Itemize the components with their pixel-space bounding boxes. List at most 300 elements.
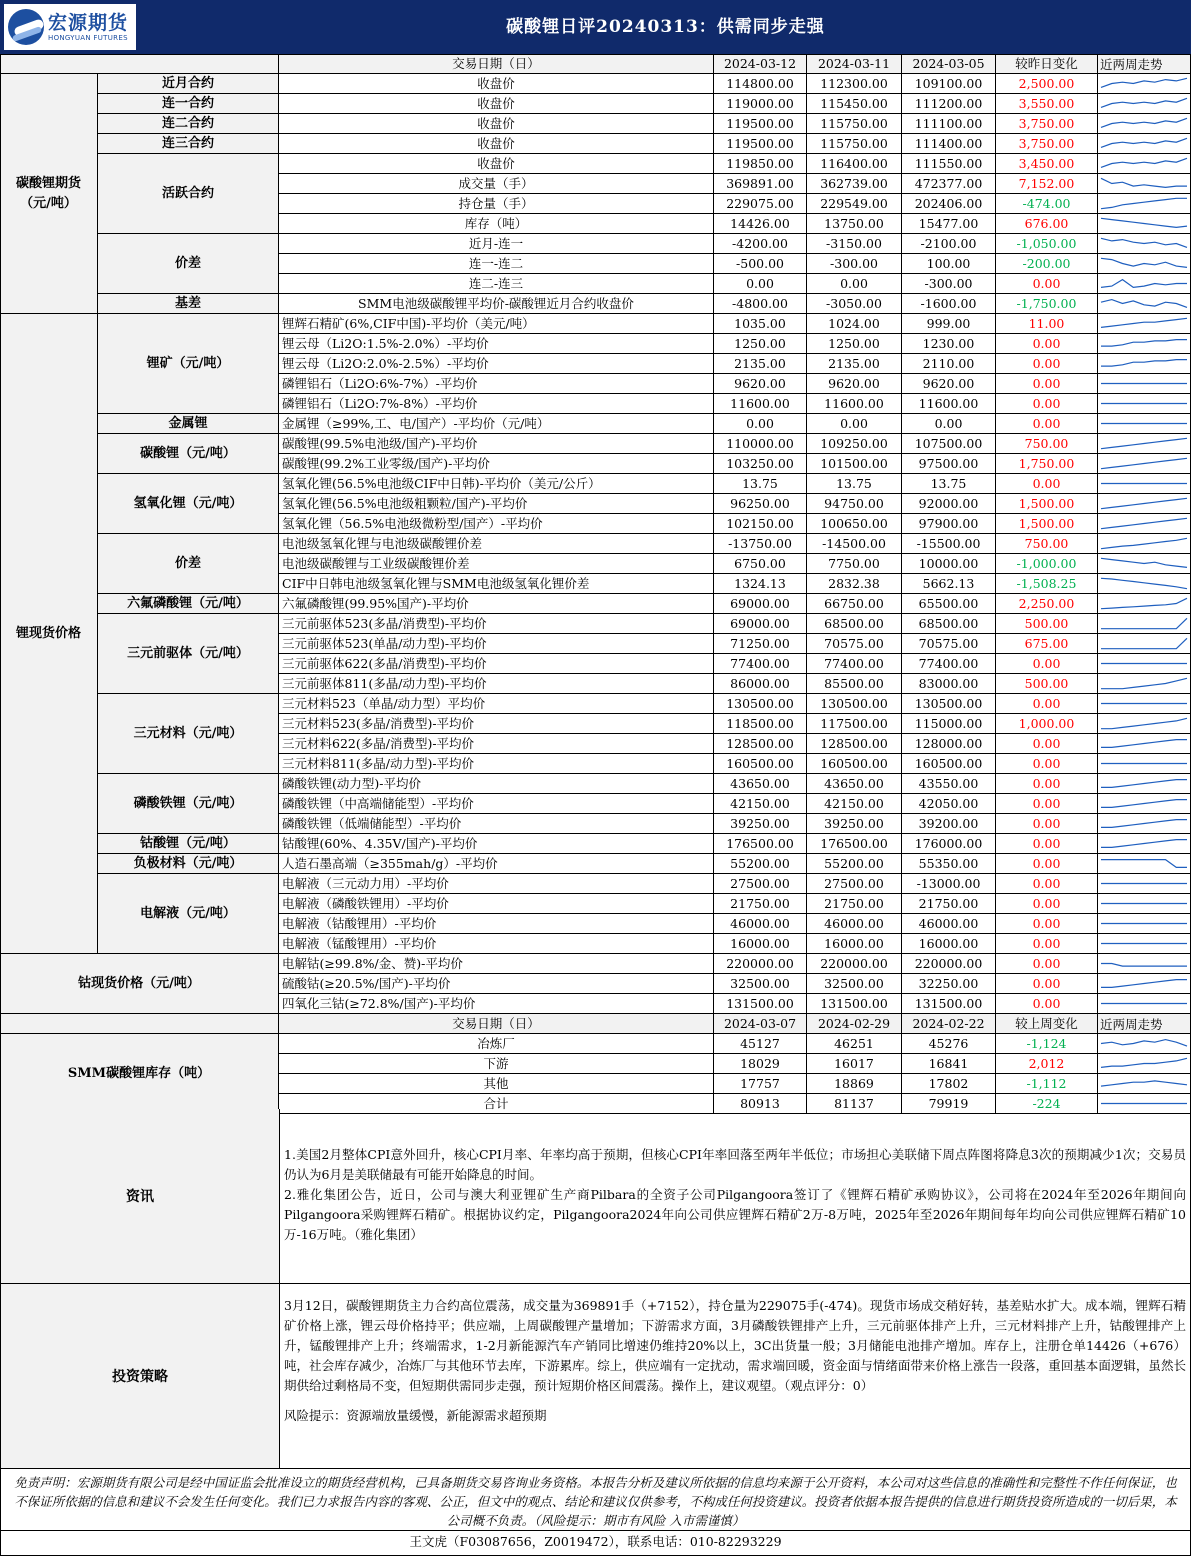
- row-item: 冶炼厂: [279, 1034, 714, 1054]
- header-date-3: 2024-02-22: [902, 1014, 996, 1034]
- value-3: 21750.00: [902, 894, 996, 914]
- row-item: 氢氧化锂（56.5%电池级微粉型/国产）-平均价: [279, 514, 714, 534]
- trend-sparkline: [1098, 294, 1191, 314]
- header-date-3: 2024-03-05: [902, 54, 996, 74]
- value-3: 109100.00: [902, 74, 996, 94]
- sparkline-path: [1101, 800, 1187, 808]
- row-item: 锂云母（Li2O:2.0%-2.5%）-平均价: [279, 354, 714, 374]
- change-value: 500.00: [996, 614, 1098, 634]
- change-value: -1,112: [996, 1074, 1098, 1094]
- sparkline-path: [1101, 340, 1187, 347]
- change-value: 3,450.00: [996, 154, 1098, 174]
- value-2: 77400.00: [807, 654, 902, 674]
- change-value: 0.00: [996, 394, 1098, 414]
- change-value: 0.00: [996, 414, 1098, 434]
- value-3: 111200.00: [902, 94, 996, 114]
- value-1: 114800.00: [714, 74, 807, 94]
- change-value: 0.00: [996, 974, 1098, 994]
- row-item: SMM电池级碳酸锂平均价-碳酸锂近月合约收盘价: [279, 294, 714, 314]
- value-2: 32500.00: [807, 974, 902, 994]
- company-logo: [4, 4, 136, 50]
- trend-sparkline: [1098, 334, 1191, 354]
- trend-sparkline: [1098, 634, 1191, 654]
- trend-sparkline: [1098, 114, 1191, 134]
- change-value: 0.00: [996, 654, 1098, 674]
- subgroup-label: [98, 474, 279, 534]
- subgroup-label-text: 活跃合约: [161, 185, 214, 201]
- value-1: 131500.00: [714, 994, 807, 1014]
- value-3: 39200.00: [902, 814, 996, 834]
- sparkline-path: [1101, 300, 1187, 308]
- value-3: 65500.00: [902, 594, 996, 614]
- change-value: 1,500.00: [996, 514, 1098, 534]
- category-futures-text: 碳酸锂期货 （元/吨）: [15, 175, 81, 211]
- subgroup-label: [98, 154, 279, 234]
- trend-sparkline: [1098, 854, 1191, 874]
- value-3: -300.00: [902, 274, 996, 294]
- trend-sparkline: [1098, 654, 1191, 674]
- row-item: 三元材料811(多晶/动力型)-平均价: [279, 754, 714, 774]
- trend-sparkline: [1098, 414, 1191, 434]
- row-item: 钴酸锂(60%、4.35V/国产)-平均价: [279, 834, 714, 854]
- sparkline-path: [1101, 518, 1187, 528]
- change-value: 1,750.00: [996, 454, 1098, 474]
- value-3: 46000.00: [902, 914, 996, 934]
- sparkline-path: [1101, 638, 1187, 648]
- value-2: -3150.00: [807, 234, 902, 254]
- subgroup-label-text: 钴酸锂（元/吨）: [140, 835, 236, 851]
- header-trend: 近两周走势: [1098, 54, 1191, 74]
- value-3: 107500.00: [902, 434, 996, 454]
- sparkline-path: [1101, 678, 1187, 688]
- row-item: 电解液（磷酸铁锂用）-平均价: [279, 894, 714, 914]
- category-cobalt-text: 钴现货价格（元/吨）: [78, 975, 200, 991]
- row-item: 成交量（手）: [279, 174, 714, 194]
- trend-sparkline: [1098, 734, 1191, 754]
- sparkline-path: [1101, 740, 1187, 748]
- change-value: 500.00: [996, 674, 1098, 694]
- trend-sparkline: [1098, 614, 1191, 634]
- trend-sparkline: [1098, 594, 1191, 614]
- sparkline-path: [1101, 1081, 1187, 1086]
- value-1: 43650.00: [714, 774, 807, 794]
- trend-sparkline: [1098, 794, 1191, 814]
- row-item: 库存（吨）: [279, 214, 714, 234]
- subgroup-label: [98, 94, 279, 114]
- news-item: 2.雅化集团公告，近日，公司与澳大利亚锂矿生产商Pilbara的全资子公司Pilgangoora签订了《锂辉石精矿承购协议》，公司将在2024年至2026年期间向Pilgangoora采购锂辉石精矿。根据协议约定，Pilgangoora2024年向公司供应锂辉石精矿2万-8万吨，2025年至2026年期间每年均向公司供应锂辉石精矿10万-16万吨。（雅化集团）: [284, 1187, 1186, 1242]
- subgroup-label-text: 负极材料（元/吨）: [133, 855, 243, 871]
- change-value: 0.00: [996, 874, 1098, 894]
- trend-sparkline: [1098, 814, 1191, 834]
- value-3: 100.00: [902, 254, 996, 274]
- value-1: -4800.00: [714, 294, 807, 314]
- value-1: 110000.00: [714, 434, 807, 454]
- value-2: 16000.00: [807, 934, 902, 954]
- trend-sparkline: [1098, 774, 1191, 794]
- strategy-text: 3月12日，碳酸锂期货主力合约高位震荡，成交量为369891手（+7152），持仓量为229075手(-474)。现货市场成交稍好转，基差贴水扩大。成本端，锂辉石精矿价格上涨，锂云母价格持平；供应端，上周碳酸锂产量增加；下游需求方面，3月磷酸铁锂排产上升，三元前驱体排产上升，三元材料排产上升，钴酸锂排产上升，锰酸锂排产上升；终端需求，1-2月新能源汽车产销同比增速仍维持20%以上，3C出货量一般；3月储能电池排产增加。库存上，注册仓单14426（+676）吨，社会库存减少，冶炼厂与其他环节去库，下游累库。综上，供应端有一定扰动，需求端回暖，资金面与情绪面带来价格上涨告一段落，重回基本面逻辑，虽然长期供给过剩格局不变，但短期供需同步走强，预计短期价格区间震荡。操作上，建议观望。（观点评分：0）: [284, 1298, 1186, 1393]
- value-1: 0.00: [714, 274, 807, 294]
- header-corner: [0, 1014, 279, 1034]
- row-item: 电解液（锰酸锂用）-平均价: [279, 934, 714, 954]
- value-3: 45276: [902, 1034, 996, 1054]
- trend-sparkline: [1098, 274, 1191, 294]
- value-1: 220000.00: [714, 954, 807, 974]
- trend-sparkline: [1098, 134, 1191, 154]
- trend-sparkline: [1098, 254, 1191, 274]
- value-3: 16841: [902, 1054, 996, 1074]
- row-item: 金属锂（≥99%,工、电/国产）-平均价（元/吨）: [279, 414, 714, 434]
- value-3: 9620.00: [902, 374, 996, 394]
- value-3: 2110.00: [902, 354, 996, 374]
- trend-sparkline: [1098, 474, 1191, 494]
- sparkline-path: [1101, 840, 1187, 848]
- value-3: 999.00: [902, 314, 996, 334]
- sparkline-path: [1101, 964, 1187, 967]
- sparkline-path: [1101, 458, 1187, 468]
- header-date-2: 2024-02-29: [807, 1014, 902, 1034]
- trend-sparkline: [1098, 454, 1191, 474]
- sparkline-path: [1101, 138, 1187, 147]
- value-3: 115000.00: [902, 714, 996, 734]
- trend-sparkline: [1098, 894, 1191, 914]
- trend-sparkline: [1098, 534, 1191, 554]
- row-item: 三元前驱体523(单晶/动力型)-平均价: [279, 634, 714, 654]
- sparkline-path: [1101, 158, 1187, 167]
- trend-sparkline: [1098, 554, 1191, 574]
- value-1: 27500.00: [714, 874, 807, 894]
- subgroup-label-text: 碳酸锂（元/吨）: [140, 445, 236, 461]
- news-label: 资讯: [1, 1109, 280, 1283]
- value-1: 128500.00: [714, 734, 807, 754]
- change-value: 2,500.00: [996, 74, 1098, 94]
- trend-sparkline: [1098, 394, 1191, 414]
- change-value: 0.00: [996, 894, 1098, 914]
- change-value: 0.00: [996, 374, 1098, 394]
- row-item: 收盘价: [279, 154, 714, 174]
- header-date-label: 交易日期（日）: [279, 54, 714, 74]
- value-2: 94750.00: [807, 494, 902, 514]
- value-2: 0.00: [807, 274, 902, 294]
- value-3: -15500.00: [902, 534, 996, 554]
- sparkline-path: [1101, 860, 1187, 868]
- trend-sparkline: [1098, 1034, 1191, 1054]
- value-3: 79919: [902, 1094, 996, 1114]
- subgroup-label: [98, 854, 279, 874]
- value-3: 130500.00: [902, 694, 996, 714]
- trend-sparkline: [1098, 714, 1191, 734]
- change-value: -1,750.00: [996, 294, 1098, 314]
- sparkline-path: [1101, 118, 1187, 127]
- value-1: 2135.00: [714, 354, 807, 374]
- value-3: 16000.00: [902, 934, 996, 954]
- value-3: 160500.00: [902, 754, 996, 774]
- subgroup-label-text: 价差: [174, 255, 201, 271]
- header-trend: 近两周走势: [1098, 1014, 1191, 1034]
- row-item: 三元材料523（单晶/动力型）平均价: [279, 694, 714, 714]
- row-item: 电解钴(≥99.8%/金、赞)-平均价: [279, 954, 714, 974]
- change-value: 0.00: [996, 954, 1098, 974]
- subgroup-label: [98, 534, 279, 594]
- value-2: 115750.00: [807, 114, 902, 134]
- value-1: 46000.00: [714, 914, 807, 934]
- value-2: 229549.00: [807, 194, 902, 214]
- row-item: 收盘价: [279, 114, 714, 134]
- header-date-1: 2024-03-12: [714, 54, 807, 74]
- value-2: 220000.00: [807, 954, 902, 974]
- sparkline-path: [1101, 980, 1187, 988]
- value-2: 66750.00: [807, 594, 902, 614]
- trend-sparkline: [1098, 314, 1191, 334]
- change-value: 0.00: [996, 814, 1098, 834]
- value-3: -1600.00: [902, 294, 996, 314]
- subgroup-label: [98, 74, 279, 94]
- change-value: 0.00: [996, 334, 1098, 354]
- sparkline-path: [1101, 438, 1187, 448]
- subgroup-label-text: 六氟磷酸锂（元/吨）: [127, 595, 249, 611]
- subgroup-label-text: 三元材料（元/吨）: [133, 725, 243, 741]
- subgroup-label: [98, 434, 279, 474]
- value-2: 11600.00: [807, 394, 902, 414]
- trend-sparkline: [1098, 674, 1191, 694]
- value-3: 92000.00: [902, 494, 996, 514]
- trend-sparkline: [1098, 494, 1191, 514]
- value-3: 111400.00: [902, 134, 996, 154]
- subgroup-label-text: 锂矿（元/吨）: [146, 355, 230, 371]
- change-value: -1,050.00: [996, 234, 1098, 254]
- value-3: 68500.00: [902, 614, 996, 634]
- news-body: [280, 1109, 1190, 1283]
- subgroup-label-text: 连二合约: [161, 115, 214, 131]
- value-2: 160500.00: [807, 754, 902, 774]
- value-1: 77400.00: [714, 654, 807, 674]
- value-3: 13.75: [902, 474, 996, 494]
- sparkline-path: [1101, 198, 1187, 208]
- value-1: 45127: [714, 1034, 807, 1054]
- trend-sparkline: [1098, 994, 1191, 1014]
- change-value: 0.00: [996, 914, 1098, 934]
- row-item: 收盘价: [279, 134, 714, 154]
- sparkline-path: [1101, 558, 1187, 567]
- value-1: 69000.00: [714, 594, 807, 614]
- row-item: 锂辉石精矿(6%,CIF中国)-平均价（美元/吨）: [279, 314, 714, 334]
- value-2: 2832.38: [807, 574, 902, 594]
- value-2: 130500.00: [807, 694, 902, 714]
- sparkline-path: [1101, 498, 1187, 508]
- change-value: 0.00: [996, 734, 1098, 754]
- row-item: 电解液（钴酸锂用）-平均价: [279, 914, 714, 934]
- sparkline-path: [1101, 178, 1187, 187]
- row-item: 收盘价: [279, 74, 714, 94]
- change-value: -224: [996, 1094, 1098, 1114]
- header-change: 较上周变化: [996, 1014, 1098, 1034]
- value-2: 0.00: [807, 414, 902, 434]
- value-2: 100650.00: [807, 514, 902, 534]
- change-value: 3,750.00: [996, 134, 1098, 154]
- subgroup-label-text: 电解液（元/吨）: [140, 905, 236, 921]
- subgroup-label: [98, 594, 279, 614]
- value-3: 1230.00: [902, 334, 996, 354]
- value-2: 13.75: [807, 474, 902, 494]
- value-1: 118500.00: [714, 714, 807, 734]
- value-1: 96250.00: [714, 494, 807, 514]
- sparkline-path: [1101, 1058, 1187, 1067]
- change-value: 750.00: [996, 534, 1098, 554]
- sparkline-path: [1101, 258, 1187, 267]
- trend-sparkline: [1098, 974, 1191, 994]
- subgroup-label-text: 近月合约: [161, 75, 214, 91]
- value-3: -2100.00: [902, 234, 996, 254]
- sparkline-path: [1101, 618, 1187, 628]
- value-1: 6750.00: [714, 554, 807, 574]
- change-value: -1,508.25: [996, 574, 1098, 594]
- value-2: 70575.00: [807, 634, 902, 654]
- trend-sparkline: [1098, 914, 1191, 934]
- value-3: 202406.00: [902, 194, 996, 214]
- value-2: 112300.00: [807, 74, 902, 94]
- subgroup-label: [98, 114, 279, 134]
- value-2: -14500.00: [807, 534, 902, 554]
- row-item: 氢氧化锂(56.5%电池级粗颗粒/国产)-平均价: [279, 494, 714, 514]
- change-value: 7,152.00: [996, 174, 1098, 194]
- value-1: -13750.00: [714, 534, 807, 554]
- row-item: 磷酸铁锂(动力型)-平均价: [279, 774, 714, 794]
- row-item: 下游: [279, 1054, 714, 1074]
- value-3: 15477.00: [902, 214, 996, 234]
- value-3: 42050.00: [902, 794, 996, 814]
- value-1: 69000.00: [714, 614, 807, 634]
- sparkline-path: [1101, 598, 1187, 608]
- value-3: 83000.00: [902, 674, 996, 694]
- row-item: 连二-连三: [279, 274, 714, 294]
- value-2: 39250.00: [807, 814, 902, 834]
- value-1: 119500.00: [714, 114, 807, 134]
- value-1: 160500.00: [714, 754, 807, 774]
- logo-emblem-icon: [8, 9, 44, 45]
- category-futures: [0, 74, 98, 314]
- value-1: 18029: [714, 1054, 807, 1074]
- value-3: 128000.00: [902, 734, 996, 754]
- strategy-label: 投资策略: [1, 1284, 280, 1468]
- report-title: 碳酸锂日评20240313：供需同步走强: [506, 17, 825, 37]
- subgroup-label-text: 磷酸铁锂（元/吨）: [133, 795, 243, 811]
- change-value: 0.00: [996, 694, 1098, 714]
- row-item: 磷锂铝石（Li2O:7%-8%）-平均价: [279, 394, 714, 414]
- value-1: 9620.00: [714, 374, 807, 394]
- category-spot: [0, 314, 98, 954]
- change-value: -1,124: [996, 1034, 1098, 1054]
- value-3: 111100.00: [902, 114, 996, 134]
- value-2: 116400.00: [807, 154, 902, 174]
- subgroup-label-text: 价差: [174, 555, 201, 571]
- subgroup-label: [98, 234, 279, 294]
- disclaimer: 免责声明：宏源期货有限公司是经中国证监会批准设立的期货经营机构，已具备期货交易咨询业务资格。本报告分析及建议所依据的信息均来源于公开资料，本公司对这些信息的准确性和完整性不作任何保证，也不保证所依据的信息和建议不会发生任何变化。我们已力求报告内容的客观、公正，但文中的观点、结论和建议仅供参考，不构成任何投资建议。投资者依据本报告提供的信息进行期货投资所造成的一切后果，本公司概不负责。（风险提示：期市有风险 入市需谨慎）: [0, 1469, 1191, 1531]
- value-3: 77400.00: [902, 654, 996, 674]
- trend-sparkline: [1098, 374, 1191, 394]
- row-item: 电池级碳酸锂与工业级碳酸锂价差: [279, 554, 714, 574]
- value-3: 131500.00: [902, 994, 996, 1014]
- value-1: 42150.00: [714, 794, 807, 814]
- value-2: 7750.00: [807, 554, 902, 574]
- change-value: 2,250.00: [996, 594, 1098, 614]
- strategy-body: [280, 1284, 1190, 1468]
- row-item: 电解液（三元动力用）-平均价: [279, 874, 714, 894]
- trend-sparkline: [1098, 574, 1191, 594]
- sparkline-path: [1101, 78, 1187, 87]
- trend-sparkline: [1098, 234, 1191, 254]
- row-item: 三元前驱体811(多晶/动力型)-平均价: [279, 674, 714, 694]
- value-3: 472377.00: [902, 174, 996, 194]
- value-2: 362739.00: [807, 174, 902, 194]
- value-1: 71250.00: [714, 634, 807, 654]
- change-value: 1,000.00: [996, 714, 1098, 734]
- header-date-2: 2024-03-11: [807, 54, 902, 74]
- trend-sparkline: [1098, 194, 1191, 214]
- value-1: 14426.00: [714, 214, 807, 234]
- trend-sparkline: [1098, 154, 1191, 174]
- value-3: 97900.00: [902, 514, 996, 534]
- value-3: 10000.00: [902, 554, 996, 574]
- value-2: 1024.00: [807, 314, 902, 334]
- row-item: 近月-连一: [279, 234, 714, 254]
- trend-sparkline: [1098, 754, 1191, 774]
- subgroup-label-text: 金属锂: [168, 415, 208, 431]
- subgroup-label-text: 氢氧化锂（元/吨）: [133, 495, 243, 511]
- value-2: 46000.00: [807, 914, 902, 934]
- value-1: 103250.00: [714, 454, 807, 474]
- value-2: -300.00: [807, 254, 902, 274]
- news-section: [0, 1109, 1191, 1284]
- value-3: 0.00: [902, 414, 996, 434]
- value-2: 43650.00: [807, 774, 902, 794]
- value-1: 11600.00: [714, 394, 807, 414]
- trend-sparkline: [1098, 1074, 1191, 1094]
- sparkline-path: [1101, 718, 1187, 728]
- value-1: 119000.00: [714, 94, 807, 114]
- trend-sparkline: [1098, 934, 1191, 954]
- row-item: 硫酸钴(≥20.5%/国产)-平均价: [279, 974, 714, 994]
- value-3: 5662.13: [902, 574, 996, 594]
- subgroup-label: [98, 134, 279, 154]
- change-value: 3,550.00: [996, 94, 1098, 114]
- trend-sparkline: [1098, 94, 1191, 114]
- value-3: 176000.00: [902, 834, 996, 854]
- value-3: 17802: [902, 1074, 996, 1094]
- value-2: 13750.00: [807, 214, 902, 234]
- sparkline-path: [1101, 578, 1187, 588]
- trend-sparkline: [1098, 514, 1191, 534]
- value-1: 119500.00: [714, 134, 807, 154]
- value-1: 32500.00: [714, 974, 807, 994]
- trend-sparkline: [1098, 214, 1191, 234]
- value-2: 131500.00: [807, 994, 902, 1014]
- header-change: 较昨日变化: [996, 54, 1098, 74]
- category-spot-text: 锂现货价格: [15, 625, 81, 641]
- subgroup-label: [98, 834, 279, 854]
- sparkline-path: [1101, 820, 1187, 828]
- value-2: 2135.00: [807, 354, 902, 374]
- value-1: 0.00: [714, 414, 807, 434]
- change-value: 0.00: [996, 474, 1098, 494]
- change-value: 3,750.00: [996, 114, 1098, 134]
- value-2: 117500.00: [807, 714, 902, 734]
- row-item: 人造石墨高端（≥355mah/g）-平均价: [279, 854, 714, 874]
- row-item: 六氟磷酸锂(99.95%国产)-平均价: [279, 594, 714, 614]
- change-value: 0.00: [996, 794, 1098, 814]
- value-1: 13.75: [714, 474, 807, 494]
- value-1: 86000.00: [714, 674, 807, 694]
- value-2: 18869: [807, 1074, 902, 1094]
- trend-sparkline: [1098, 694, 1191, 714]
